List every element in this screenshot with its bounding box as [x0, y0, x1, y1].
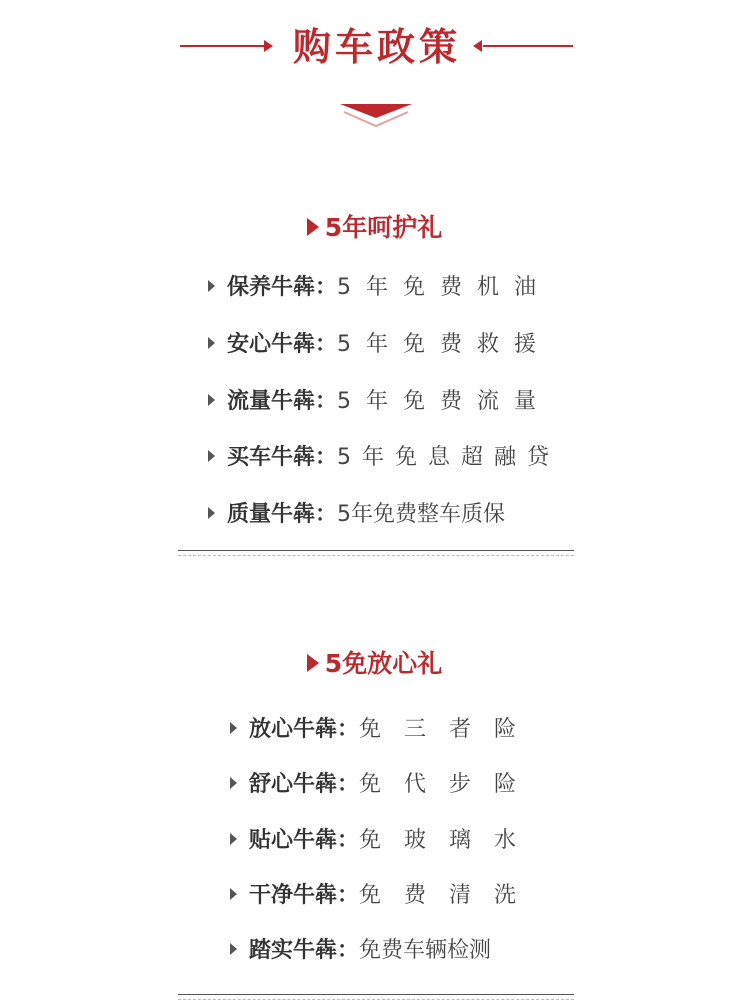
list-item	[230, 715, 524, 745]
item-label: 质量牛犇	[227, 502, 316, 527]
item-colon: ：	[337, 883, 360, 908]
left-decor-line	[180, 45, 266, 47]
bullet-triangle-icon	[230, 888, 237, 900]
item-colon: ：	[315, 445, 338, 470]
section-title-care	[0, 208, 749, 244]
item-value: 免 玻 璃 水	[359, 828, 525, 853]
item-colon: ：	[315, 389, 338, 414]
page-title: 购车政策	[292, 25, 461, 69]
item-label: 流量牛犇	[227, 389, 316, 414]
bullet-triangle-icon	[208, 507, 215, 519]
arrow-left-icon	[473, 40, 482, 52]
bullet-triangle-icon	[208, 337, 215, 349]
list-item	[208, 387, 540, 417]
item-colon: ：	[315, 332, 338, 357]
item-label: 踏实牛犇	[249, 938, 338, 963]
section-divider	[178, 550, 574, 556]
right-decor-line	[483, 45, 573, 47]
section-divider	[178, 994, 574, 1000]
section-title-text: 5免放心礼	[324, 649, 443, 678]
item-label: 保养牛犇	[227, 275, 316, 300]
bullet-triangle-icon	[208, 280, 215, 292]
arrow-right-icon	[264, 40, 273, 52]
bullet-triangle-icon	[230, 722, 237, 734]
item-colon: ：	[315, 502, 338, 527]
list-item	[208, 500, 505, 530]
section-title-peace	[0, 644, 749, 680]
item-value: 免 代 步 险	[359, 772, 525, 797]
list-item	[230, 826, 524, 856]
item-value: 5年免费整车质保	[337, 502, 506, 527]
item-value: 免费车辆检测	[359, 938, 492, 963]
item-label: 干净牛犇	[249, 883, 338, 908]
item-colon: ：	[337, 828, 360, 853]
item-label: 买车牛犇	[227, 445, 316, 470]
list-item	[230, 881, 524, 911]
item-label: 安心牛犇	[227, 332, 316, 357]
item-label: 舒心牛犇	[249, 772, 338, 797]
bullet-triangle-icon	[208, 450, 215, 462]
list-item	[208, 330, 540, 360]
triangle-right-icon	[307, 654, 319, 672]
item-value: 免 费 清 洗	[359, 883, 525, 908]
bullet-triangle-icon	[230, 833, 237, 845]
triangle-right-icon	[307, 218, 319, 236]
list-item	[208, 273, 540, 303]
item-value: 5 年 免 费 机 油	[337, 275, 540, 300]
item-colon: ：	[337, 772, 360, 797]
chevron-down-icon	[340, 104, 412, 130]
item-colon: ：	[337, 938, 360, 963]
section-title-text: 5年呵护礼	[324, 213, 443, 242]
item-value: 免 三 者 险	[359, 717, 525, 742]
bullet-triangle-icon	[208, 394, 215, 406]
item-value: 5 年 免 费 流 量	[337, 389, 540, 414]
item-label: 贴心牛犇	[249, 828, 338, 853]
bullet-triangle-icon	[230, 943, 237, 955]
item-label: 放心牛犇	[249, 717, 338, 742]
list-item	[230, 936, 491, 966]
item-colon: ：	[337, 717, 360, 742]
list-item	[230, 770, 524, 800]
item-colon: ：	[315, 275, 338, 300]
page-header	[0, 18, 749, 78]
list-item	[208, 443, 551, 473]
item-value: 5 年 免 费 救 援	[337, 332, 540, 357]
item-value: 5 年 免 息 超 融 贷	[337, 445, 551, 470]
bullet-triangle-icon	[230, 777, 237, 789]
